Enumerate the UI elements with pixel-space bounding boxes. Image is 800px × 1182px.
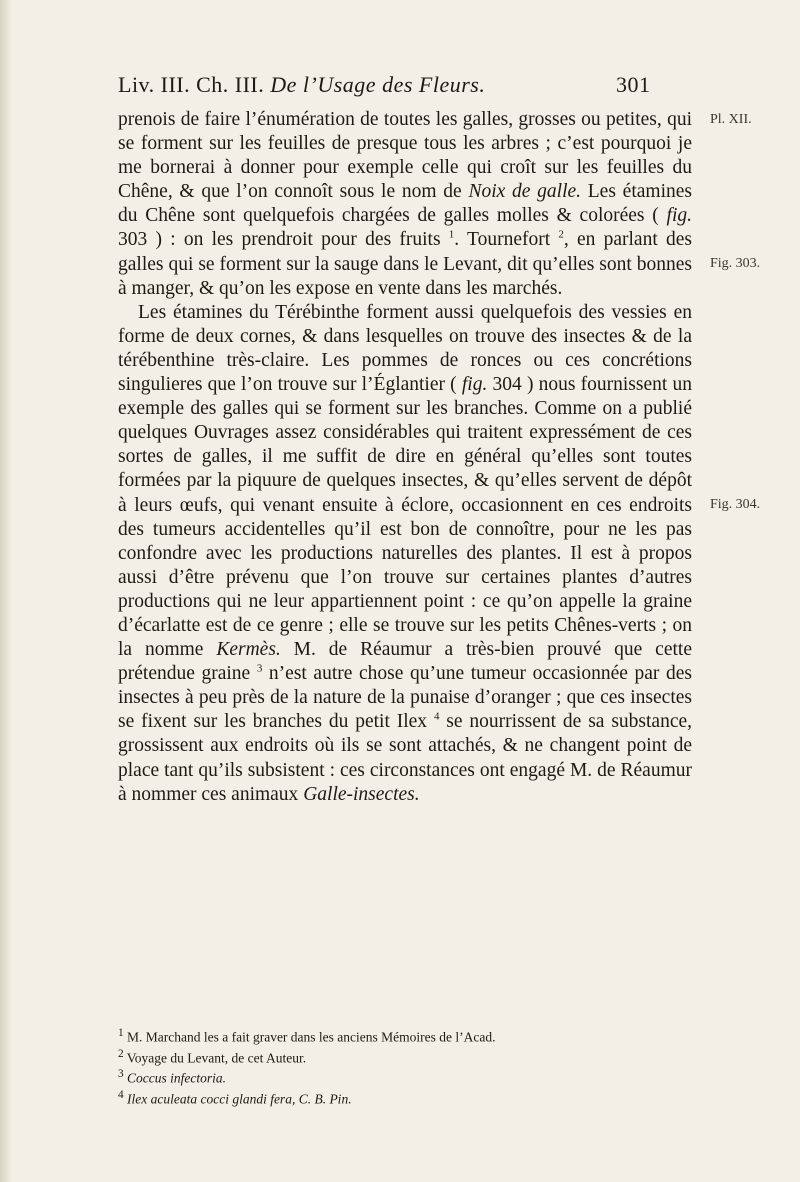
paragraph-2-text-d: n’est autre chose qu’une tumeur occasionnée par des insectes à peu près de la nature de la punaise d’oranger ; que ces insectes se fixent sur les branches du petit Ilex: [118, 663, 692, 733]
paragraph-1-italic-a: Noix de galle.: [468, 181, 582, 203]
paragraph-1-text-c: 303 ) : on les prendroit pour des fruits: [118, 229, 449, 251]
running-header: [118, 72, 678, 98]
footnote-1-text: M. Marchand les a fait graver dans les anciens Mémoires de l’Acad.: [127, 1029, 496, 1045]
footnote-ref-4: 4: [433, 710, 440, 723]
footnote-4-number: 4: [118, 1088, 124, 1101]
header-book-chapter: Liv. III. Ch. III.: [118, 72, 265, 97]
footnote-3-number: 3: [118, 1068, 124, 1080]
footnote-2-text: Voyage du Levant, de cet Auteur.: [126, 1050, 307, 1065]
paragraph-2-text-c: M. de Réaumur a très-bien prouvé que cette prétendue graine: [118, 639, 692, 685]
footnote-ref-1: 1: [448, 228, 455, 241]
footnote-3-text: Coccus infectoria.: [127, 1070, 226, 1086]
page-number: 301: [616, 72, 651, 97]
footnote-ref-3: 3: [256, 662, 263, 675]
paragraph-2-italic-b: Kermès.: [216, 639, 281, 661]
paragraph-1: [118, 108, 692, 301]
footnote-ref-2: 2: [558, 228, 564, 241]
page-edge: [0, 0, 12, 1182]
footnote-1: [118, 1025, 692, 1046]
footnote-2-number: 2: [118, 1047, 124, 1060]
footnote-2: [118, 1046, 692, 1067]
footnote-3: [118, 1066, 692, 1087]
paragraph-2: [118, 301, 692, 807]
paragraph-1-text-a: prenois de faire l’énumération de toutes les galles, grosses ou petites, qui se forment sur les feuilles de presque tous les arbres ; c’est pourquoi je me bornerai à donner pour exemple celle qui croît sur les feuilles du Chêne, & que l’on connoît sous le nom de: [118, 109, 692, 203]
paragraph-1-text-d: . Tournefort: [454, 229, 559, 251]
margin-note-plate: Pl. XII.: [710, 112, 752, 127]
paragraph-2-text-a: Les étamines du Térébinthe forment aussi quelquefois des vessies en forme de deux cornes, & dans lesquelles on trouve des insectes & de la térébenthine très-claire. Les pommes de ronces ou ces concrétions singulieres que l’on trouve sur l’Églantier (: [118, 301, 692, 396]
paragraph-2-text-e: se nourrissent de sa substance, grossissent aux endroits où ils se sont attachés, & ne changent point de place tant qu’ils subsistent : ces circonstances ont engagé M. de Réaumur à nommer ces animaux: [118, 711, 693, 805]
paragraph-2-text-b: 304 ) nous fournissent un exemple des galles qui se forment sur les branches. Comme on a publié quelques Ouvrages assez considérables qui traitent expressément de ces sortes de galles, il me suffit de dire en général qu’elles sont toutes formées par la piquure de quelques insectes, & qu’elles servent de dépôt à leurs œufs, qui venant ensuite à éclore, occasionnent en ces endroits des tumeurs accidentelles qu’il est bon de connoître, pour ne les pas confondre avec les productions naturelles des plantes. Il est à propos aussi d’être prévenu que l’on trouve sur certaines plantes d’autres productions qui ne leur appartiennent point : ce qu’on appelle la graine d’écarlatte est de ce genre ; elle se trouve sur les petits Chênes-verts ; on la nomme: [118, 374, 692, 661]
paragraph-1-italic-b: fig.: [666, 205, 692, 227]
footnote-1-number: 1: [118, 1027, 124, 1039]
header-chapter-title: De l’Usage des Fleurs.: [270, 72, 486, 97]
paragraph-1-text-e: , en parlant des galles qui se forment sur la sauge dans le Levant, dit qu’elles sont bonnes à manger, & qu’on les expose en vente dans les marchés.: [118, 229, 692, 299]
paragraph-2-italic-c: Galle-insectes.: [303, 783, 420, 805]
margin-note-fig-304: Fig. 304.: [710, 497, 761, 512]
footnote-4-text: Ilex aculeata cocci glandi fera, C. B. Pin.: [127, 1091, 352, 1106]
margin-note-fig-303: Fig. 303.: [710, 256, 761, 271]
body-text: [118, 108, 692, 807]
paragraph-1-text-b: Les étamines du Chêne sont quelquefois chargées de galles molles & colorées (: [118, 181, 692, 227]
paragraph-2-italic-a: fig.: [461, 374, 488, 396]
footnote-4: [118, 1087, 692, 1108]
footnotes: [118, 1025, 692, 1107]
